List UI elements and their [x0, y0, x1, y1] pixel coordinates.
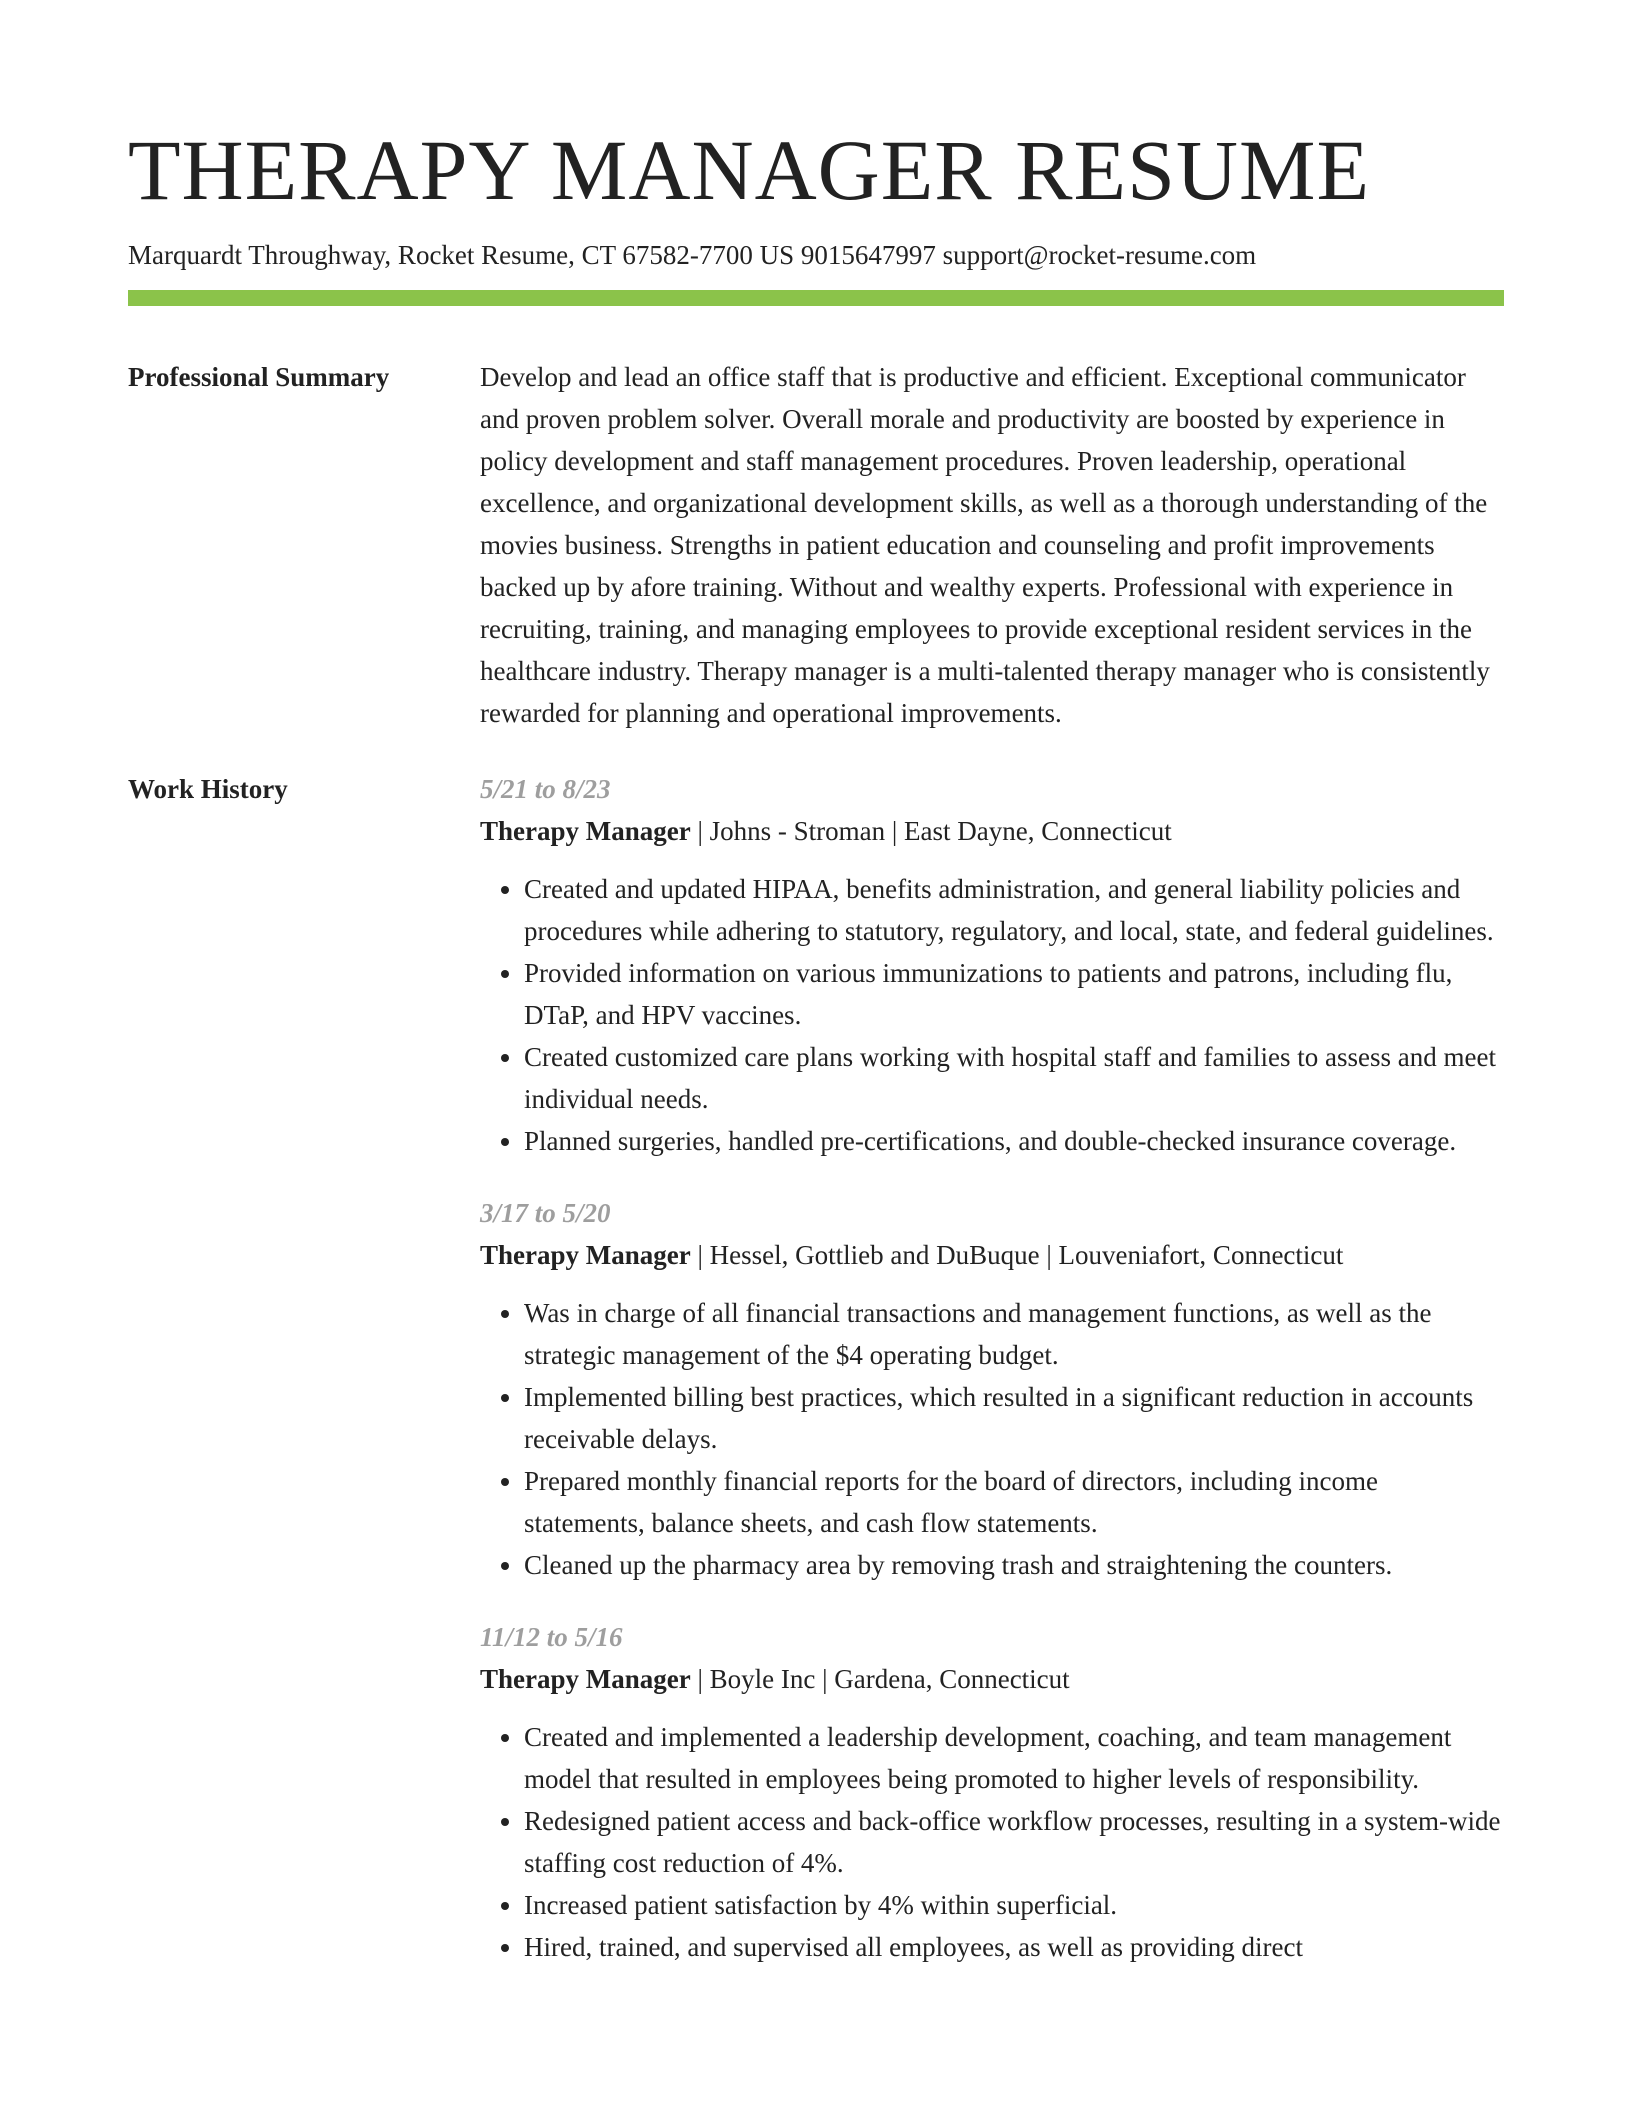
duty-item: • Hired, trained, and supervised all employees, as well as providing direct	[524, 1926, 1504, 1968]
job-entry	[480, 1192, 1504, 1586]
job-details: | Boyle Inc | Gardena, Connecticut	[690, 1664, 1070, 1694]
summary-text: Develop and lead an office staff that is productive and efficient. Exceptional communicator and proven problem solver. Overall morale and productivity are boosted by experience in policy development and staff management procedures. Proven leadership, operational excellence, and organizational development skills, as well as a thorough understanding of the movies business. Strengths in patient education and counseling and profit improvements backed up by afore training. Without and wealthy experts. Professional with experience in recruiting, training, and managing employees to provide exceptional resident services in the healthcare industry. Therapy manager is a multi-talented therapy manager who is consistently rewarded for planning and operational improvements.	[480, 362, 1490, 728]
duty-item: • Increased patient satisfaction by 4% within superficial.	[524, 1884, 1504, 1926]
job-details: | Hessel, Gottlieb and DuBuque | Louveniafort, Connecticut	[690, 1240, 1344, 1270]
duty-item: • Created customized care plans working with hospital staff and families to assess and meet individual needs.	[524, 1036, 1504, 1120]
contact-line: Marquardt Throughway, Rocket Resume, CT 67582-7700 US 9015647997 support@rocket-resume.com	[128, 240, 1257, 270]
job-dates: 11/12 to 5/16	[480, 1622, 623, 1652]
job-entry	[480, 1616, 1504, 1968]
summary-section	[128, 356, 1504, 734]
duty-item: • Provided information on various immunizations to patients and patrons, including flu, DTaP, and HPV vaccines.	[524, 952, 1504, 1036]
summary-heading: Professional Summary	[128, 362, 390, 392]
job-details: | Johns - Stroman | East Dayne, Connecticut	[690, 816, 1172, 846]
duty-item: • Implemented billing best practices, which resulted in a significant reduction in accounts receivable delays.	[524, 1376, 1504, 1460]
page-title: THERAPY MANAGER RESUME	[128, 122, 1370, 218]
duty-item: • Planned surgeries, handled pre-certifications, and double-checked insurance coverage.	[524, 1120, 1504, 1162]
duty-item: • Created and updated HIPAA, benefits administration, and general liability policies and procedures while adhering to statutory, regulatory, and local, state, and federal guidelines.	[524, 868, 1504, 952]
job-dates: 5/21 to 8/23	[480, 774, 611, 804]
work-history-section	[128, 768, 1504, 1998]
job-list	[480, 768, 1504, 1998]
duty-list	[480, 868, 1504, 1162]
job-title: Therapy Manager	[480, 1664, 691, 1694]
job-title: Therapy Manager	[480, 1240, 691, 1270]
job-title: Therapy Manager	[480, 816, 691, 846]
job-header	[480, 1234, 1504, 1276]
job-entry	[480, 768, 1504, 1162]
duty-item: • Prepared monthly financial reports for the board of directors, including income statements, balance sheets, and cash flow statements.	[524, 1460, 1504, 1544]
resume-page	[128, 0, 1504, 1998]
duty-item: • Was in charge of all financial transactions and management functions, as well as the strategic management of the $4 operating budget.	[524, 1292, 1504, 1376]
accent-divider	[128, 290, 1504, 306]
duty-item: • Cleaned up the pharmacy area by removing trash and straightening the counters.	[524, 1544, 1504, 1586]
job-dates: 3/17 to 5/20	[480, 1198, 611, 1228]
duty-list	[480, 1292, 1504, 1586]
duty-item: • Redesigned patient access and back-office workflow processes, resulting in a system-wide staffing cost reduction of 4%.	[524, 1800, 1504, 1884]
job-header	[480, 810, 1504, 852]
duty-list	[480, 1716, 1504, 1968]
duty-item: • Created and implemented a leadership development, coaching, and team management model that resulted in employees being promoted to higher levels of responsibility.	[524, 1716, 1504, 1800]
job-header	[480, 1658, 1504, 1700]
work-history-heading: Work History	[128, 774, 288, 804]
